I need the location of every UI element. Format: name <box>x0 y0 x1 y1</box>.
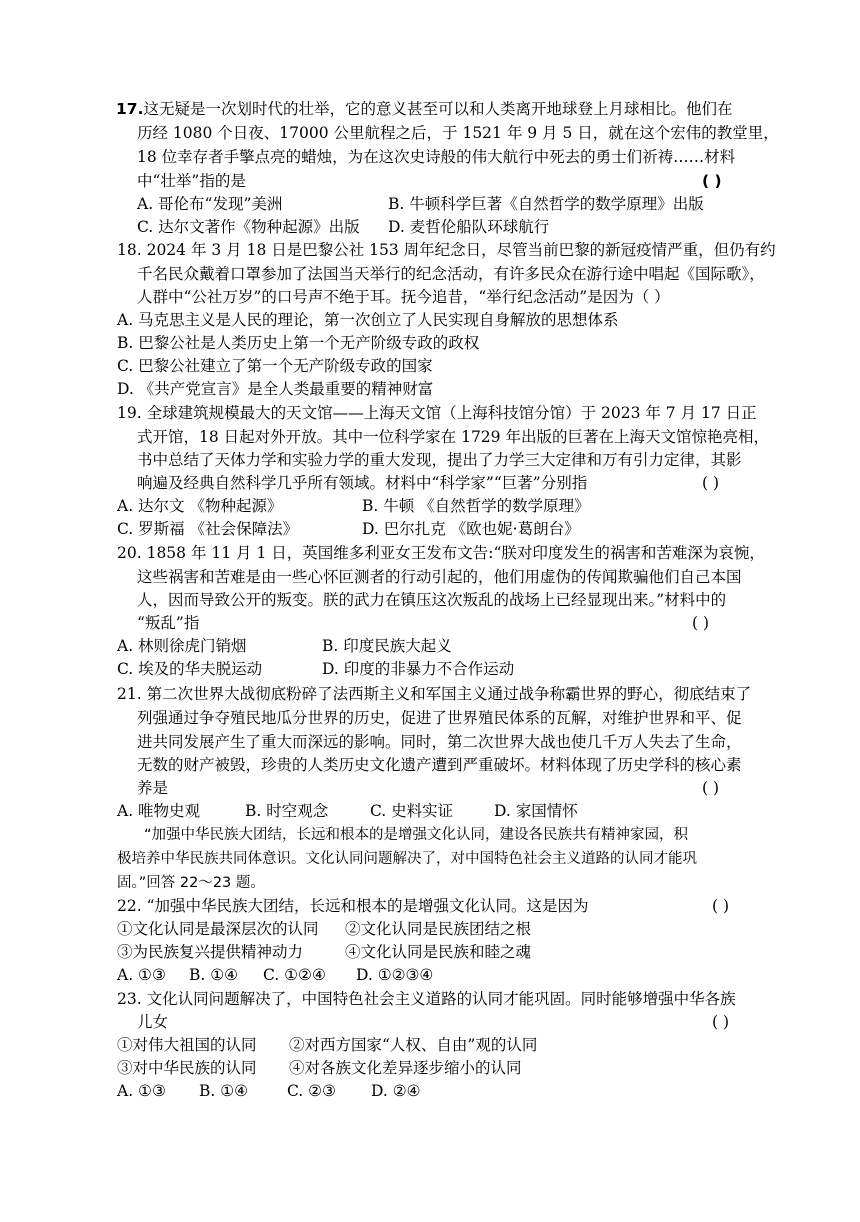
option-c[interactable]: C. 达尔文著作《物种起源》出版 <box>137 218 360 236</box>
statement-3: ③为民族复兴提供精神动力 <box>117 943 304 961</box>
option-c[interactable]: C. ①②④ <box>263 966 326 984</box>
option-c[interactable]: C. 史料实证 <box>370 802 454 820</box>
question-text: 这些祸害和苦难是由一些心怀叵测者的行动引起的，他们用虚伪的传闻欺骗他们自己本国 <box>137 568 742 586</box>
option-b[interactable]: B. 牛顿科学巨著《自然哲学的数学原理》出版 <box>388 195 704 213</box>
question-text: 人，因而导致公开的叛变。朕的武力在镇压这次叛乱的战场上已经显现出来。”材料中的 <box>137 591 727 609</box>
answer-paren[interactable]: ( ) <box>712 1013 730 1031</box>
answer-paren[interactable]: ( ) <box>702 779 720 797</box>
option-d[interactable]: D. ①②③④ <box>356 966 434 984</box>
option-a[interactable]: A. ①③ <box>117 1082 166 1100</box>
question-text: 千名民众戴着口罩参加了法国当天举行的纪念活动，有许多民众在游行途中唱起《国际歌》， <box>137 265 765 283</box>
question-text: 中“壮举”指的是 <box>137 172 246 190</box>
statement-1: ①对伟大祖国的认同 <box>117 1036 257 1054</box>
option-c[interactable]: C. ②③ <box>287 1082 336 1100</box>
option-d[interactable]: D. 巴尔扎克 《欧也妮·葛朗台》 <box>362 520 580 538</box>
answer-paren[interactable]: ( ) <box>692 614 710 632</box>
question-text: 20. 1858 年 11 月 1 日，英国维多利亚女王发布文告:“朕对印度发生的祸害和苦难深为哀惋， <box>117 544 765 562</box>
option-d[interactable]: D. 印度的非暴力不合作运动 <box>322 660 515 678</box>
question-text: 无数的财产被毁，珍贵的人类历史文化遗产遭到严重破坏。材料体现了历史学科的核心素 <box>137 756 742 774</box>
option-d[interactable]: D. ②④ <box>371 1082 421 1100</box>
option-a[interactable]: A. 哥伦布“发现”美洲 <box>137 195 283 213</box>
question-number: 17. <box>116 100 144 118</box>
statement-2: ②文化认同是民族团结之根 <box>345 920 532 938</box>
question-text: 23. 文化认同问题解决了，中国特色社会主义道路的认同才能巩固。同时能够增强中华各族 <box>117 990 736 1008</box>
option-a[interactable]: A. ①③ <box>117 966 166 984</box>
statement-4: ④文化认同是民族和睦之魂 <box>345 943 532 961</box>
option-b[interactable]: B. 牛顿 《自然哲学的数学原理》 <box>362 497 590 515</box>
question-text: 养是 <box>137 779 169 797</box>
option-b[interactable]: B. ①④ <box>189 966 239 984</box>
option-a[interactable]: A. 林则徐虎门销烟 <box>117 637 247 655</box>
question-text: 22. “加强中华民族大团结，长远和根本的是增强文化认同。这是因为 <box>117 897 589 915</box>
question-text: 进共同发展产生了重大而深远的影响。同时，第二次世界大战也使几千万人失去了生命， <box>137 733 742 751</box>
option-c[interactable]: C. 罗斯福 《社会保障法》 <box>117 520 299 538</box>
passage-text: 固。”回答 22～23 题。 <box>117 875 265 891</box>
option-d[interactable]: D. 家国情怀 <box>494 802 578 820</box>
answer-paren[interactable]: ( ) <box>702 172 722 190</box>
question-text: 式开馆，18 日起对外开放。其中一位科学家在 1729 年出版的巨著在上海天文馆惊艳亮相， <box>137 428 769 446</box>
question-text: “叛乱”指 <box>137 614 200 632</box>
answer-paren[interactable]: ( ) <box>712 897 730 915</box>
question-text: 这无疑是一次划时代的壮举，它的意义甚至可以和人类离开地球登上月球相比。他们在 <box>143 100 733 118</box>
passage-text: “加强中华民族大团结，长远和根本的是增强文化认同，建设各民族共有精神家园，积 <box>144 827 689 843</box>
option-a[interactable]: A. 马克思主义是人民的理论，第一次创立了人民实现自身解放的思想体系 <box>117 311 619 329</box>
statement-3: ③对中华民族的认同 <box>117 1059 257 1077</box>
option-c[interactable]: C. 巴黎公社建立了第一个无产阶级专政的国家 <box>117 357 433 375</box>
option-c[interactable]: C. 埃及的华夫脱运动 <box>117 660 263 678</box>
question-text: 列强通过争夺殖民地瓜分世界的历史，促进了世界殖民体系的瓦解，对维护世界和平、促 <box>137 709 742 727</box>
option-d[interactable]: D. 《共产党宣言》是全人类最重要的精神财富 <box>117 380 434 398</box>
question-text: 18. 2024 年 3 月 18 日是巴黎公社 153 周年纪念日，尽管当前巴黎的新冠疫情严重，但仍有约 <box>117 241 776 259</box>
option-b[interactable]: B. ①④ <box>199 1082 249 1100</box>
passage-text: 极培养中华民族共同体意识。文化认同问题解决了，对中国特色社会主义道路的认同才能巩 <box>117 851 697 867</box>
option-b[interactable]: B. 巴黎公社是人类历史上第一个无产阶级专政的政权 <box>117 334 480 352</box>
option-b[interactable]: B. 印度民族大起义 <box>322 637 452 655</box>
answer-paren[interactable]: ( ) <box>702 474 720 492</box>
option-b[interactable]: B. 时空观念 <box>245 802 329 820</box>
question-text: 历经 1080 个日夜、17000 公里航程之后，于 1521 年 9 月 5 日，就在这个宏伟的教堂里， <box>137 124 779 142</box>
question-text: 21. 第二次世界大战彻底粉碎了法西斯主义和军国主义通过战争称霸世界的野心，彻底结束了 <box>117 685 752 703</box>
statement-2: ②对西方国家“人权、自由”观的认同 <box>289 1036 538 1054</box>
statement-1: ①文化认同是最深层次的认同 <box>117 920 319 938</box>
option-a[interactable]: A. 唯物史观 <box>117 802 201 820</box>
statement-4: ④对各族文化差异逐步缩小的认同 <box>289 1059 522 1077</box>
question-text: 书中总结了天体力学和实验力学的重大发现，提出了力学三大定律和万有引力定律，其影 <box>137 451 742 469</box>
option-a[interactable]: A. 达尔文 《物种起源》 <box>117 497 283 515</box>
option-d[interactable]: D. 麦哲伦船队环球航行 <box>388 218 550 236</box>
question-text: 19. 全球建筑规模最大的天文馆——上海天文馆（上海科技馆分馆）于 2023 年 7 月 17 日正 <box>117 404 757 422</box>
question-text: 人群中“公社万岁”的口号声不绝于耳。抚今追昔，“举行纪念活动”是因为（ ） <box>137 288 670 306</box>
question-text: 18 位幸存者手擎点亮的蜡烛，为在这次史诗般的伟大航行中死去的勇士们祈祷……材料 <box>137 148 736 166</box>
question-text: 响遍及经典自然科学几乎所有领域。材料中“科学家”“巨著”分别指 <box>137 474 588 492</box>
question-text: 儿女 <box>137 1013 169 1031</box>
